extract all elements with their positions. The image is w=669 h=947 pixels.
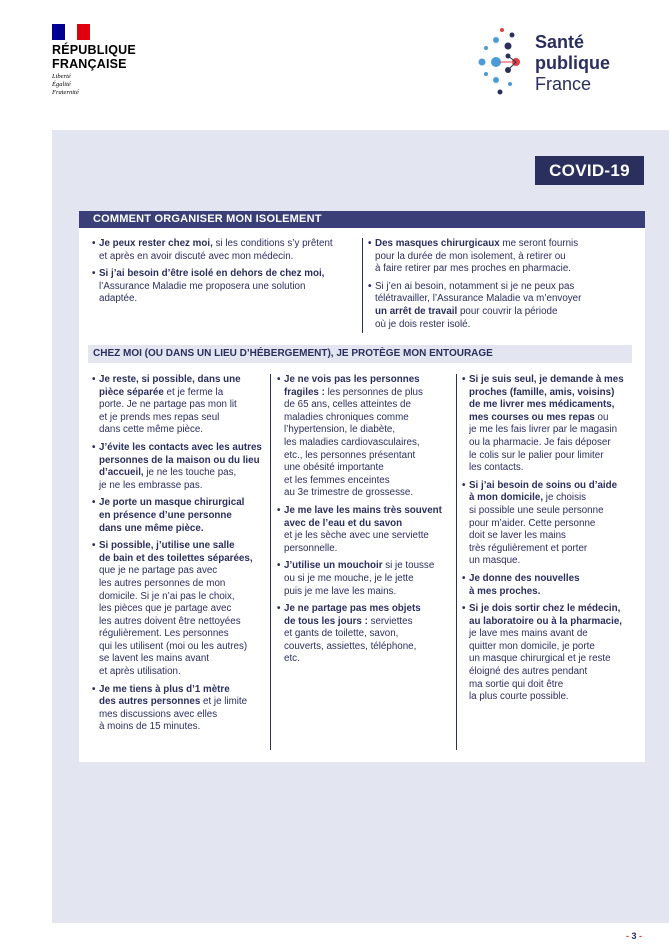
- spf-line2: publique: [535, 53, 610, 73]
- item-line: télétravailler, l’Assurance Maladie va m’envoyer: [375, 293, 582, 305]
- item-text: serviettes: [367, 615, 413, 627]
- item-bold-line: en présence d’une personne: [99, 509, 232, 521]
- item-line: si possible une seule personne: [469, 504, 604, 516]
- list-item: [462, 573, 638, 598]
- item-line: régulièrement. Les personnes: [99, 628, 229, 640]
- item-line: très régulièrement et porter: [469, 542, 588, 554]
- item-text: les personnes de plus: [324, 386, 423, 398]
- item-bold-line: • Si possible, j’utilise une salle: [99, 540, 235, 552]
- item-bold-line: de bain et des toilettes séparées,: [99, 552, 253, 564]
- section2-title: CHEZ MOI (OU DANS UN LIEU D’HÉBERGEMENT), JE PROTÈGE MON ENTOURAGE: [88, 345, 632, 363]
- section1-left-column: [92, 238, 362, 311]
- item-line: doit se laver les mains: [469, 530, 566, 542]
- list-item: [368, 238, 638, 276]
- item-line: où je dois rester isolé.: [375, 318, 471, 330]
- item-bold-line: • Si j’ai besoin de soins ou d’aide: [469, 479, 618, 491]
- item-bold-line: proches (famille, amis, voisins): [469, 386, 615, 398]
- spf-wordmark: [535, 32, 610, 95]
- spf-line3: France: [535, 74, 592, 94]
- item-line: pour la durée de mon isolement, à retirer ou: [375, 250, 566, 262]
- item-line: les autres doivent être nettoyées: [99, 615, 241, 627]
- list-item: [462, 603, 638, 704]
- item-line: les maladies cardiovasculaires,: [284, 436, 420, 448]
- item-bold-line: mes courses ou mes repas: [469, 411, 595, 423]
- list-item: [277, 603, 455, 666]
- item-bold-line: • Je ne vois pas les personnes: [284, 374, 420, 385]
- sante-publique-france-logo: [478, 24, 628, 104]
- item-line: éloigné des autres pendant: [469, 666, 588, 678]
- list-item: [92, 540, 270, 679]
- item-bold-line: personnes de la maison ou du lieu: [99, 454, 260, 466]
- item-bold-line: de tous les jours :: [284, 615, 368, 627]
- list-item: [277, 374, 455, 500]
- item-line: un masque chirurgical et je reste: [469, 653, 611, 665]
- item-line: je me les fais livrer par le magasin: [469, 424, 618, 436]
- page-number: - 3 -: [626, 931, 643, 941]
- item-text: ou: [594, 411, 609, 423]
- item-text: pour couvrir la période: [457, 305, 558, 317]
- item-bold-line: avec de l’eau et du savon: [284, 517, 403, 529]
- item-line: domicile. Si je n’ai pas le choix,: [99, 590, 235, 602]
- item-line: les pièces que je partage avec: [99, 603, 232, 615]
- list-item: [277, 505, 455, 555]
- item-bold-line: de me livrer mes médicaments,: [469, 399, 615, 411]
- item-bold-line: des autres personnes: [99, 696, 201, 708]
- item-bold-line: • Je ne partage pas mes objets: [284, 603, 421, 615]
- item-line: le colis sur le palier pour limiter: [469, 449, 604, 461]
- item-line: se lavent les mains avant: [99, 653, 209, 665]
- item-bold-line: • Si je dois sortir chez le médecin,: [469, 603, 621, 615]
- item-line: les autres personnes de mon: [99, 577, 226, 589]
- rf-motto: [52, 73, 162, 97]
- item-line: qui les utilisent (moi ou les autres): [99, 640, 248, 652]
- item-text: je choisis: [543, 492, 587, 504]
- item-bold-line: à mes proches.: [469, 585, 541, 597]
- list-item: [92, 268, 362, 306]
- item-line: couverts, assiettes, téléphone,: [284, 640, 417, 652]
- item-bold: Des masques chirurgicaux: [375, 238, 500, 249]
- item-bold-line: dans une même pièce.: [99, 522, 204, 534]
- list-item: [368, 281, 638, 331]
- item-bold-line: J’utilise un mouchoir: [284, 560, 383, 572]
- list-item: [92, 238, 362, 263]
- item-bold-line: d’accueil,: [99, 467, 144, 479]
- item-line: une obésité importante: [284, 462, 384, 474]
- french-flag-icon: [52, 24, 90, 40]
- spf-line1: Santé: [535, 32, 585, 52]
- item-line: à moins de 15 minutes.: [99, 721, 201, 733]
- item-line: puis je me lave les mains.: [284, 585, 397, 597]
- item-bold-line: à mon domicile,: [469, 492, 544, 504]
- item-line: etc.: [284, 653, 300, 665]
- section2-column-2: [277, 374, 455, 671]
- item-line: de 65 ans, celles atteintes de: [284, 399, 411, 411]
- item-line: et les femmes enceintes: [284, 474, 390, 486]
- item-line: je lave mes mains avant de: [469, 628, 588, 640]
- item-line: dans cette même pièce.: [99, 424, 204, 436]
- list-item: [92, 684, 270, 734]
- item-bold: Si j’ai besoin d’être isolé en dehors de chez moi,: [99, 268, 325, 280]
- item-line: et je prends mes repas seul: [99, 411, 220, 423]
- item-bold-line: pièce séparée: [99, 386, 164, 398]
- item-line: l’hypertension, le diabète,: [284, 424, 396, 436]
- item-line: et gants de toilette, savon,: [284, 628, 399, 640]
- item-line: mes discussions avec elles: [99, 708, 218, 720]
- item-line: l’Assurance Maladie me proposera une solution: [99, 280, 306, 292]
- column-divider: [270, 374, 271, 750]
- item-bold-line: • Je reste, si possible, dans une: [99, 374, 241, 385]
- item-text: et je ferme la: [163, 386, 224, 398]
- item-text: je ne les touche pas,: [143, 467, 237, 479]
- rf-name-line1: RÉPUBLIQUE: [52, 43, 136, 57]
- motto-fraternite: Fraternité: [52, 89, 79, 96]
- page-number-value: 3: [631, 931, 637, 941]
- item-line: personnelle.: [284, 542, 338, 554]
- item-line: au 3e trimestre de grossesse.: [284, 487, 414, 499]
- item-line: la plus courte possible.: [469, 691, 569, 703]
- list-item: [92, 442, 270, 492]
- list-item: [277, 560, 455, 598]
- item-bold-line: • Je me tiens à plus d’1 mètre: [99, 683, 230, 695]
- item-line: adaptée.: [99, 293, 138, 305]
- column-divider: [456, 374, 457, 750]
- item-bold-line: au laboratoire ou à la pharmacie,: [469, 615, 622, 627]
- column-divider: [362, 238, 363, 333]
- section1-title: COMMENT ORGANISER MON ISOLEMENT: [79, 211, 645, 228]
- spf-network-dots-icon: [478, 24, 538, 104]
- item-line: pour m’aider. Cette personne: [469, 517, 596, 529]
- item-line: et après utilisation.: [99, 666, 181, 678]
- item-bold-line: • Je porte un masque chirurgical: [99, 497, 245, 509]
- item-bold: Je peux rester chez moi,: [99, 238, 213, 249]
- section2-column-1: [92, 374, 270, 739]
- list-item: [462, 480, 638, 568]
- item-line: et je les sèche avec une serviette: [284, 530, 429, 542]
- item-text: me seront fournis: [499, 238, 579, 249]
- item-line: à faire retirer par mes proches en pharmacie.: [375, 263, 572, 275]
- item-line: maladies chroniques comme: [284, 411, 409, 423]
- motto-liberte: Liberté: [52, 73, 71, 80]
- list-item: [92, 497, 270, 535]
- item-line: que je ne partage pas avec: [99, 565, 218, 577]
- item-line: je ne les embrasse pas.: [99, 479, 203, 491]
- item-text: Si j’en ai besoin, notamment si je ne peux pas: [375, 280, 575, 292]
- item-text: si je tousse: [382, 560, 435, 572]
- item-line: quitter mon domicile, je porte: [469, 640, 595, 652]
- list-item: [462, 374, 638, 475]
- item-bold-line: fragiles :: [284, 386, 325, 398]
- item-line: les contacts.: [469, 462, 524, 474]
- item-bold: un arrêt de travail: [375, 305, 458, 317]
- item-line: un masque.: [469, 555, 521, 567]
- covid-badge: COVID-19: [535, 156, 644, 185]
- item-bold-line: • J’évite les contacts avec les autres: [99, 441, 262, 453]
- item-text: si les conditions s’y prêtent: [212, 238, 333, 249]
- item-line: porte. Je ne partage pas mon lit: [99, 399, 237, 411]
- item-bold-line: • Si je suis seul, je demande à mes: [469, 374, 624, 385]
- item-bold-line: • Je donne des nouvelles: [469, 572, 580, 584]
- item-line: ou la pharmacie. Je fais déposer: [469, 436, 611, 448]
- item-line: ma sortie qui doit être: [469, 678, 564, 690]
- motto-egalite: Égalité: [52, 81, 71, 88]
- list-item: [92, 374, 270, 437]
- section2-column-3: [462, 374, 638, 709]
- item-text: et je limite: [200, 696, 248, 708]
- item-bold-line: • Je me lave les mains très souvent: [284, 504, 442, 516]
- rf-name-line2: FRANÇAISE: [52, 57, 127, 71]
- item-line: etc., les personnes présentant: [284, 449, 416, 461]
- republique-francaise-logo: [52, 24, 162, 97]
- item-line: et après en avoir discuté avec mon médecin.: [99, 250, 294, 262]
- section1-right-column: [368, 238, 638, 336]
- item-line: ou si je me mouche, je le jette: [284, 572, 414, 584]
